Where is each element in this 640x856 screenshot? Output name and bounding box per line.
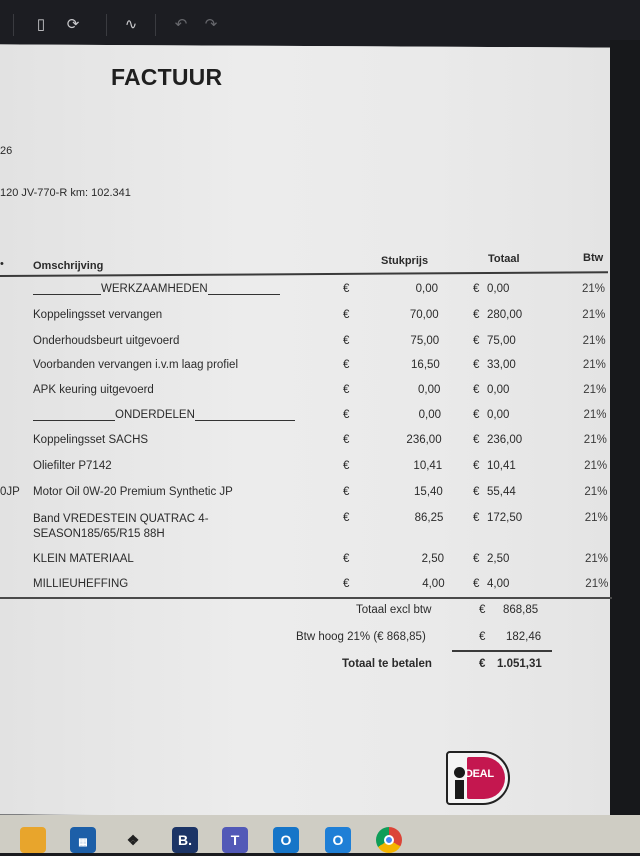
- unit-price: 86,25: [414, 512, 444, 524]
- total-currency: €: [473, 359, 480, 371]
- draw-icon[interactable]: ∿: [124, 16, 138, 33]
- unit-price-currency: €: [343, 434, 350, 446]
- invoice-title: FACTUUR: [111, 64, 223, 90]
- unit-price-currency: €: [343, 512, 350, 524]
- unit-price: 0,00: [418, 384, 441, 396]
- total-currency: €: [473, 553, 480, 565]
- unit-price: 236,00: [406, 434, 442, 446]
- item-description: Onderhoudsbeurt uitgevoerd: [33, 335, 180, 347]
- vat-value: 182,46: [506, 631, 542, 643]
- line-total: 0,00: [487, 384, 510, 396]
- unit-price-currency: €: [343, 578, 350, 590]
- booking-icon[interactable]: B.: [172, 827, 198, 853]
- teams-icon[interactable]: T: [222, 827, 248, 853]
- line-total: 4,00: [487, 578, 510, 590]
- vat-rate: 21%: [584, 512, 608, 524]
- item-description: APK keuring uitgevoerd: [33, 384, 154, 396]
- vat-rate: 21%: [582, 309, 606, 321]
- item-description: Voorbanden vervangen i.v.m laag profiel: [33, 359, 239, 371]
- screen-edge: [610, 40, 640, 820]
- unit-price-currency: €: [343, 359, 350, 371]
- unit-price: 70,00: [409, 309, 439, 321]
- unit-price-currency: €: [343, 283, 350, 295]
- total-currency: €: [473, 335, 480, 347]
- vat-rate: 21%: [583, 409, 607, 421]
- line-total: 33,00: [487, 359, 516, 371]
- vat-rate: 21%: [585, 578, 609, 590]
- vat-currency: €: [479, 631, 486, 643]
- line-total: 2,50: [487, 553, 510, 565]
- total-currency: €: [479, 658, 486, 670]
- unit-price: 2,50: [421, 553, 444, 565]
- line-total: 55,44: [487, 486, 516, 498]
- unit-price-currency: €: [343, 460, 350, 472]
- line-total: 0,00: [487, 409, 510, 421]
- undo-icon[interactable]: ↶: [174, 16, 188, 33]
- header-vat: Btw: [583, 252, 604, 264]
- toolbar-divider: [106, 14, 107, 36]
- item-description: KLEIN MATERIAAL: [33, 553, 134, 565]
- item-description: Motor Oil 0W-20 Premium Synthetic JP: [33, 486, 233, 498]
- unit-price: 75,00: [410, 335, 440, 347]
- unit-price: 0,00: [415, 283, 438, 295]
- total-divider: [452, 650, 552, 652]
- redo-icon[interactable]: ↷: [204, 16, 218, 33]
- item-code-fragment: 0JP: [0, 486, 20, 498]
- vat-rate: 21%: [582, 283, 606, 295]
- unit-price-currency: €: [343, 335, 350, 347]
- line-total: 280,00: [487, 309, 523, 321]
- file-explorer-icon[interactable]: [20, 827, 46, 853]
- outlook-new-icon[interactable]: O: [325, 827, 351, 853]
- vat-rate: 21%: [583, 434, 607, 446]
- line-total: 0,00: [487, 283, 510, 295]
- total-currency: €: [473, 434, 480, 446]
- unit-price: 0,00: [418, 409, 441, 421]
- unit-price-currency: €: [343, 553, 350, 565]
- header-unit-price: Stukprijs: [381, 255, 429, 267]
- total-currency: €: [473, 460, 480, 472]
- unit-price-currency: €: [343, 409, 350, 421]
- dropbox-icon[interactable]: ❖: [126, 832, 140, 848]
- ideal-logo-dot: [454, 767, 465, 778]
- page-icon[interactable]: ▯: [36, 16, 46, 33]
- header-description: Omschrijving: [33, 260, 104, 272]
- subtotal-currency: €: [479, 604, 486, 616]
- unit-price-currency: €: [343, 486, 350, 498]
- total-currency: €: [473, 409, 480, 421]
- ideal-logo: [446, 751, 510, 805]
- unit-price: 10,41: [413, 460, 443, 472]
- vehicle-info: 120 JV-770-R km: 102.341: [0, 187, 131, 199]
- item-description: Band VREDESTEIN QUATRAC 4- SEASON185/65/R15 88H: [33, 513, 209, 540]
- item-description: Oliefilter P7142: [33, 460, 112, 472]
- chrome-icon[interactable]: [376, 827, 402, 853]
- header-total: Totaal: [488, 253, 520, 265]
- total-currency: €: [473, 283, 480, 295]
- invoice-page: [0, 44, 612, 817]
- subtotal-value: 868,85: [503, 604, 539, 616]
- total-label: Totaal te betalen: [342, 658, 432, 670]
- rotate-icon[interactable]: ⟳: [66, 16, 80, 33]
- item-description: MILLIEUHEFFING: [33, 578, 129, 590]
- unit-price-currency: €: [343, 309, 350, 321]
- bullet: •: [0, 258, 4, 270]
- microsoft-store-icon[interactable]: ▦: [70, 827, 96, 853]
- outlook-icon[interactable]: O: [273, 827, 299, 853]
- total-currency: €: [473, 512, 480, 524]
- total-currency: €: [473, 384, 480, 396]
- taskbar: [0, 815, 640, 853]
- vat-rate: 21%: [583, 384, 607, 396]
- unit-price: 4,00: [422, 578, 445, 590]
- item-description: Koppelingsset vervangen: [33, 309, 163, 321]
- toolbar-divider: [13, 14, 14, 36]
- vat-rate: 21%: [582, 359, 606, 371]
- ideal-logo-text: DEAL: [465, 768, 494, 780]
- vat-rate: 21%: [584, 460, 608, 472]
- subtotal-label: Totaal excl btw: [356, 604, 432, 616]
- line-total: 172,50: [487, 512, 523, 524]
- section-heading: ONDERDELEN: [33, 409, 295, 421]
- vat-rate: 21%: [582, 335, 606, 347]
- total-currency: €: [473, 486, 480, 498]
- vat-label: Btw hoog 21% (€ 868,85): [296, 631, 426, 643]
- vat-rate: 21%: [585, 553, 609, 565]
- unit-price: 15,40: [414, 486, 443, 498]
- line-total: 10,41: [487, 460, 516, 472]
- section-heading: WERKZAAMHEDEN: [33, 283, 280, 295]
- total-value: 1.051,31: [497, 658, 542, 670]
- total-currency: €: [473, 309, 480, 321]
- unit-price-currency: €: [343, 384, 350, 396]
- unit-price: 16,50: [411, 359, 440, 371]
- line-total: 75,00: [487, 335, 516, 347]
- item-description: Koppelingsset SACHS: [33, 434, 149, 446]
- table-bottom-divider: [0, 597, 612, 599]
- toolbar-divider: [155, 14, 156, 36]
- ideal-logo-stem: [455, 780, 464, 799]
- total-currency: €: [473, 578, 480, 590]
- invoice-meta-number: 26: [0, 145, 13, 157]
- vat-rate: 21%: [584, 486, 608, 498]
- line-total: 236,00: [487, 434, 523, 446]
